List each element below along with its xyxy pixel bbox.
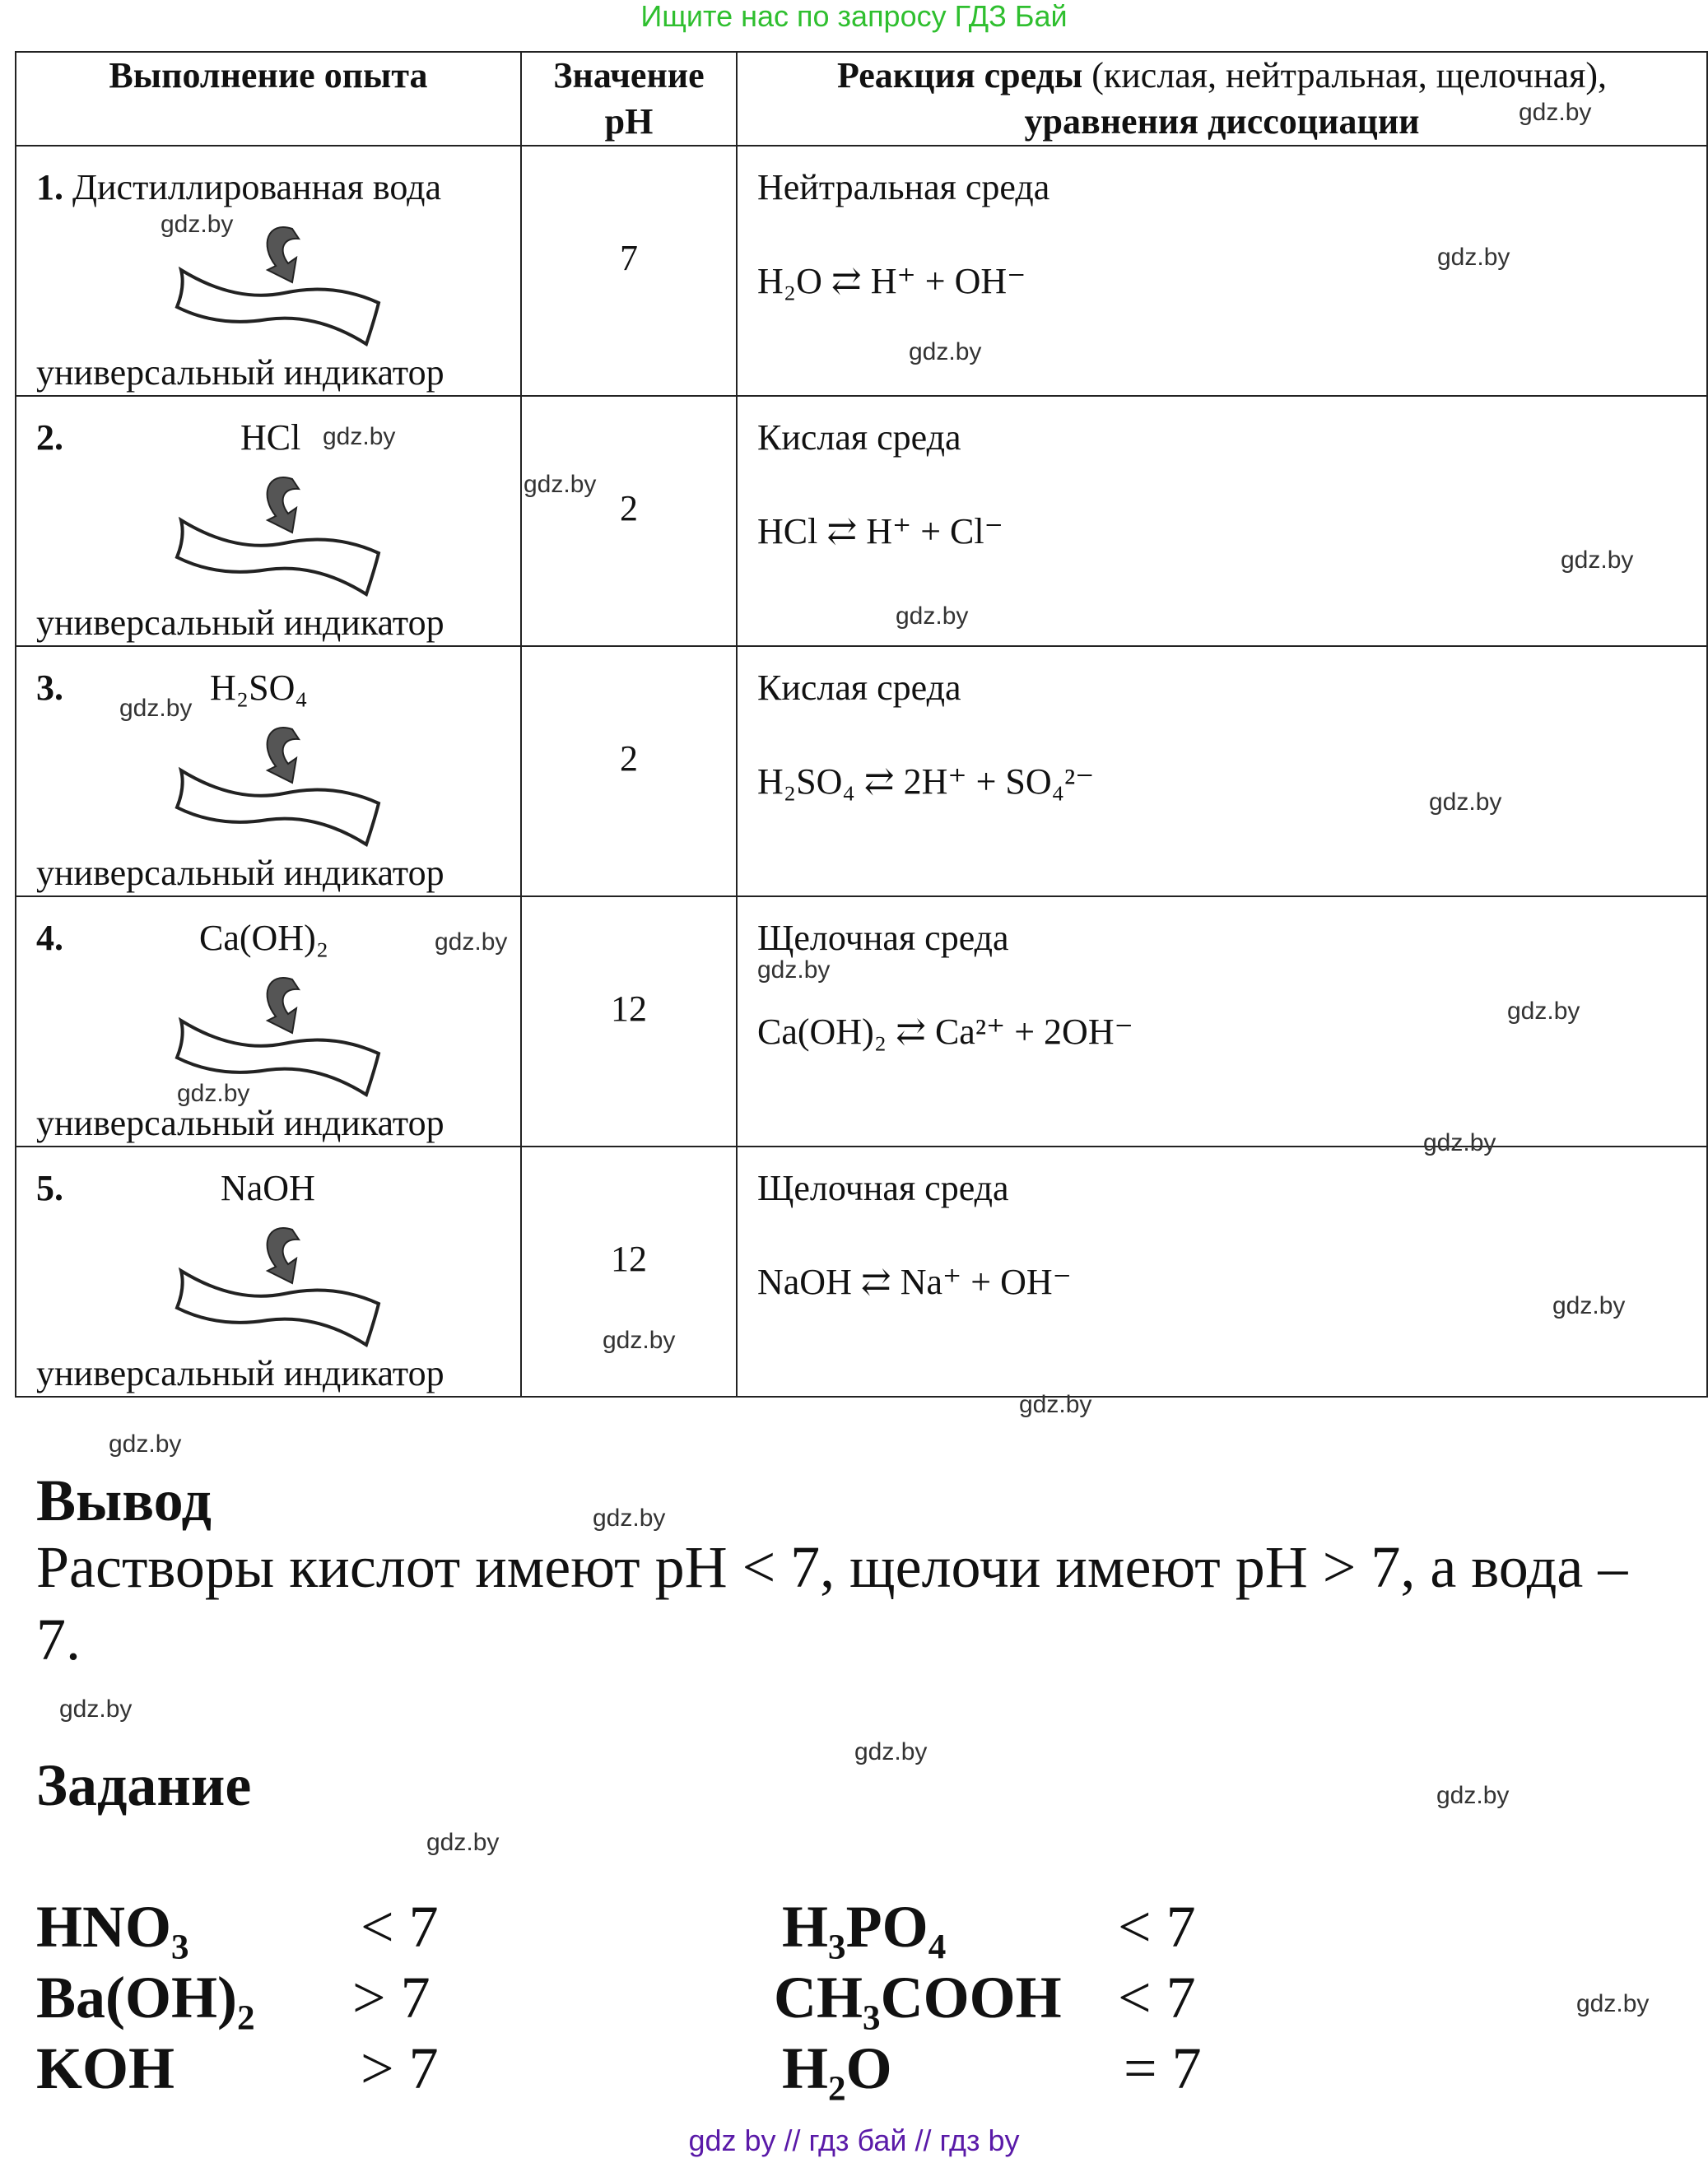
environment-label: Кислая среда	[757, 668, 961, 708]
experiment-table	[15, 51, 1708, 1398]
environment-label: Щелочная среда	[757, 1168, 1009, 1208]
dissociation-equation: H₂O ⇄ H⁺ + OH⁻	[757, 261, 1026, 301]
watermark: gdz.by	[1437, 244, 1510, 271]
watermark: gdz.by	[59, 1696, 133, 1723]
reaction-cell	[737, 1147, 1707, 1397]
header-ph-line2: pH	[604, 101, 654, 142]
task-formula: KOH	[36, 2035, 175, 2101]
dissociation-equation: HCl ⇄ H⁺ + Cl⁻	[757, 511, 1003, 551]
experiment-number: 3.	[36, 668, 63, 708]
environment-label: Кислая среда	[757, 417, 961, 458]
watermark: gdz.by	[1519, 99, 1592, 126]
experiment-cell	[16, 146, 521, 396]
watermark: gdz.by	[435, 928, 508, 956]
watermark: gdz.by	[323, 423, 396, 450]
ph-cell	[521, 1147, 737, 1397]
environment-label: Щелочная среда	[757, 918, 1009, 958]
indicator-strip-icon	[169, 454, 383, 598]
experiment-number: 4.	[36, 918, 63, 958]
indicator-strip-icon	[169, 955, 383, 1099]
table-row	[16, 896, 1707, 1147]
watermark: gdz.by	[909, 338, 982, 365]
watermark: gdz.by	[1507, 998, 1580, 1025]
watermark: gdz.by	[1576, 1990, 1650, 2017]
task-formula: Ba(OH)₂	[36, 1965, 255, 2030]
ph-value: 7	[620, 238, 638, 278]
task-formula: H₃PO₄	[782, 1894, 947, 1960]
watermark: gdz.by	[757, 956, 831, 984]
watermark: gdz.by	[854, 1738, 928, 1765]
experiment-cell	[16, 1147, 521, 1397]
watermark: gdz.by	[426, 1829, 500, 1856]
top-banner[interactable]: Ищите нас по запросу ГДЗ Бай	[640, 0, 1068, 33]
watermark: gdz.by	[1552, 1292, 1626, 1319]
experiment-cell	[16, 646, 521, 896]
header-reaction-bold: Реакция среды	[836, 55, 1083, 95]
footer-links[interactable]: gdz by // гдз бай // гдз by	[688, 2123, 1020, 2157]
watermark: gdz.by	[161, 211, 234, 238]
environment-label: Нейтральная среда	[757, 167, 1050, 207]
header-ph	[521, 52, 737, 146]
task-relation: = 7	[1124, 2035, 1202, 2101]
reaction-cell	[737, 146, 1707, 396]
indicator-label: универсальный индикатор	[36, 1353, 444, 1393]
indicator-strip-icon	[169, 1205, 383, 1349]
task-relation: > 7	[352, 1965, 430, 2030]
ph-cell	[521, 646, 737, 896]
watermark: gdz.by	[593, 1505, 666, 1532]
experiment-formula: H₂SO₄	[210, 668, 308, 708]
task-formula: H₂O	[782, 2035, 892, 2101]
experiment-number: 2.	[36, 417, 63, 458]
watermark: gdz.by	[119, 695, 193, 722]
task-formula: CH₃COOH	[774, 1965, 1062, 2030]
experiment-formula: HCl	[240, 417, 301, 458]
experiment-number: 5.	[36, 1168, 63, 1208]
task-formula: HNO₃	[36, 1894, 189, 1960]
conclusion-heading: Вывод	[36, 1468, 212, 1533]
header-reaction-line2: уравнения диссоциации	[1024, 101, 1420, 142]
task-relation: > 7	[361, 2035, 439, 2101]
ph-value: 12	[611, 1239, 647, 1279]
reaction-cell	[737, 646, 1707, 896]
reaction-cell	[737, 396, 1707, 646]
dissociation-equation: Ca(OH)₂ ⇄ Ca²⁺ + 2OH⁻	[757, 1012, 1133, 1052]
experiment-cell	[16, 896, 521, 1147]
experiment-title: 1. Дистиллированная вода	[36, 167, 442, 207]
watermark: gdz.by	[1436, 1782, 1510, 1809]
ph-cell	[521, 396, 737, 646]
dissociation-equation: NaOH ⇄ Na⁺ + OH⁻	[757, 1262, 1072, 1302]
table-header-row	[16, 52, 1707, 146]
task-relation: < 7	[1118, 1965, 1196, 2030]
experiment-formula: NaOH	[221, 1168, 315, 1208]
ph-value: 2	[620, 738, 638, 779]
reaction-cell	[737, 896, 1707, 1156]
watermark: gdz.by	[109, 1430, 182, 1458]
watermark: gdz.by	[177, 1080, 250, 1107]
indicator-label: универсальный индикатор	[36, 1103, 444, 1143]
watermark: gdz.by	[1019, 1391, 1092, 1418]
indicator-label: универсальный индикатор	[36, 352, 444, 393]
task-relation: < 7	[1118, 1894, 1196, 1960]
ph-cell	[521, 896, 737, 1147]
indicator-strip-icon	[169, 705, 383, 849]
watermark: gdz.by	[896, 602, 969, 630]
header-ph-line1: Значение	[553, 55, 705, 95]
dissociation-equation: H₂SO₄ ⇄ 2H⁺ + SO₄²⁻	[757, 761, 1095, 802]
table-row	[16, 1147, 1707, 1397]
ph-value: 12	[611, 988, 647, 1029]
table-row	[16, 146, 1707, 396]
header-experiment: Выполнение опыта	[16, 52, 521, 146]
experiment-formula: Ca(OH)₂	[199, 918, 329, 958]
task-heading: Задание	[36, 1752, 252, 1818]
experiment-cell	[16, 396, 521, 646]
watermark: gdz.by	[1429, 788, 1502, 816]
watermark: gdz.by	[1561, 547, 1634, 574]
indicator-label: универсальный индикатор	[36, 853, 444, 893]
watermark: gdz.by	[1423, 1129, 1496, 1156]
table-row	[16, 396, 1707, 646]
conclusion-text: Растворы кислот имеют pH < 7, щелочи имеют pH > 7, а вода – 7.	[36, 1534, 1628, 1672]
table-row	[16, 646, 1707, 896]
ph-value: 2	[620, 488, 638, 528]
watermark: gdz.by	[603, 1327, 676, 1354]
task-relation: < 7	[361, 1894, 439, 1960]
indicator-label: универсальный индикатор	[36, 602, 444, 643]
header-reaction-normal: (кислая, нейтральная, щелочная),	[1082, 55, 1608, 95]
ph-cell	[521, 146, 737, 396]
watermark: gdz.by	[524, 471, 597, 498]
